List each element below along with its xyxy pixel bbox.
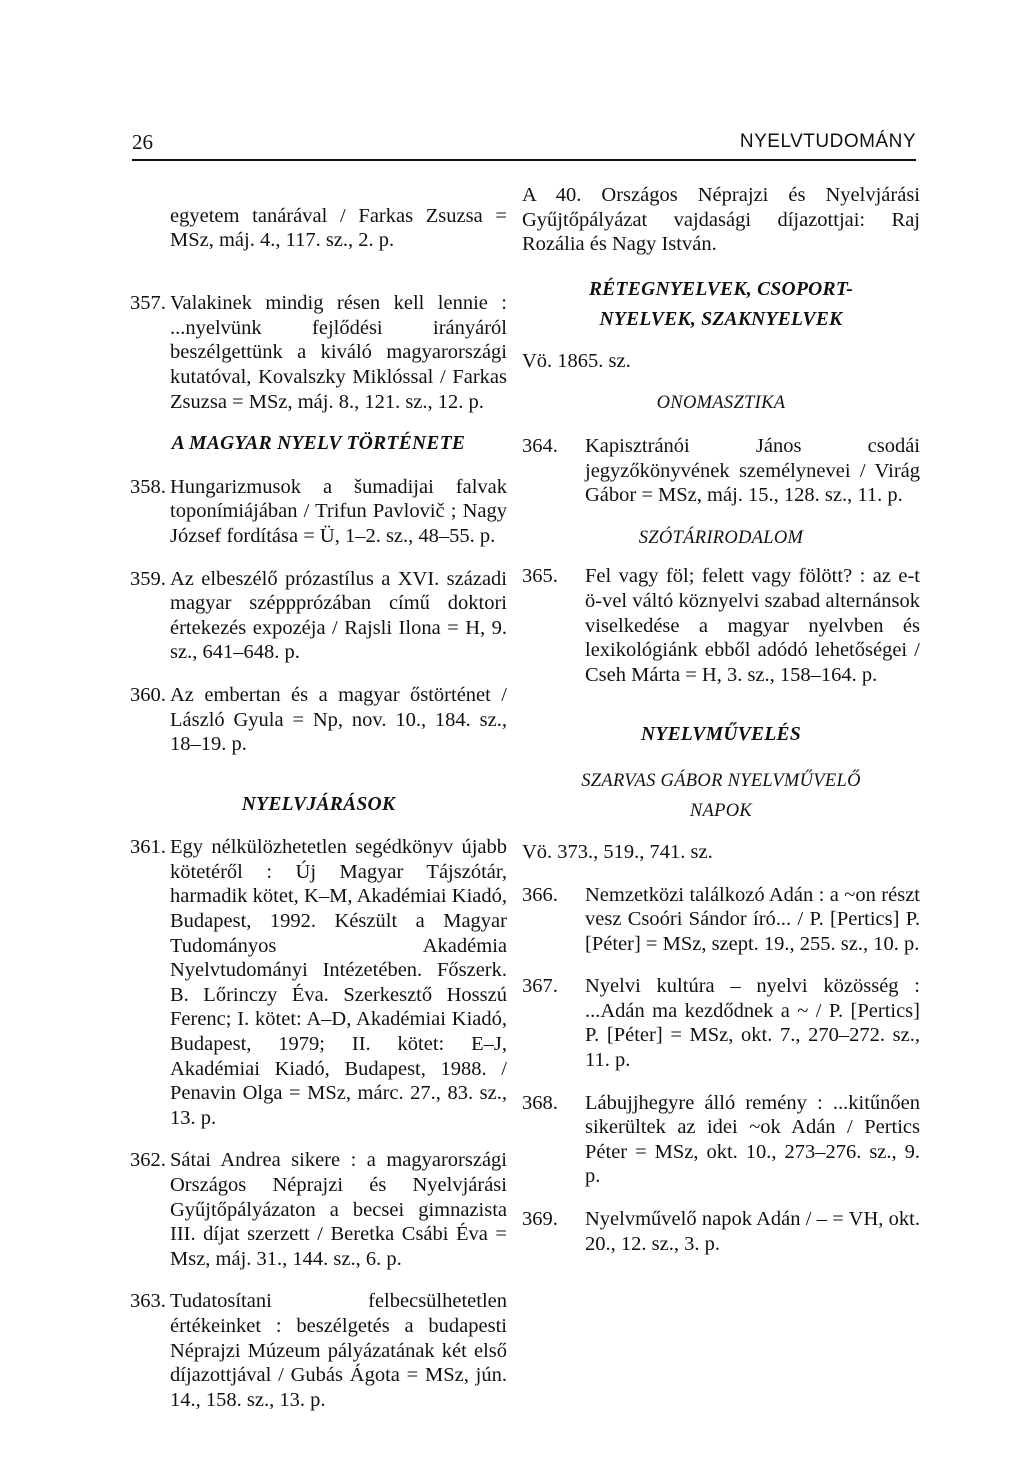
entry-text: Fel vagy föl; felett vagy fölött? : az e-t ö-vel váltó köznyelvi szabad alternánsok viselkedése a magyar nyelvben és lexikológiánk ebből adódó lehetőségei / Cseh Márta = H, 3. sz., 158–164. p. <box>585 565 920 686</box>
see-also-373: Vö. 373., 519., 741. sz. <box>522 840 713 863</box>
entry-number: 366. <box>522 883 558 906</box>
section-heading-strata-line2: NYELVEK, SZAKNYELVEK <box>599 308 843 330</box>
section-heading-lexicography: SZÓTÁRIRODALOM <box>638 527 804 548</box>
entry-number: 359. <box>130 567 166 590</box>
entry-359 <box>130 567 507 665</box>
header-rule <box>132 159 916 161</box>
entry-362 <box>130 1148 507 1271</box>
entry-number: 361. <box>130 836 166 859</box>
section-heading-strata-line1: RÉTEGNYELVEK, CSOPORT- <box>588 278 854 300</box>
entry-364 <box>522 434 920 508</box>
entry-text: Sátai Andrea sikere : a magyarországi Országos Néprajzi és Nyelvjárási Gyűjtőpályázaton a becsei gimnazista III. díjat szerzett / Beretka Csábi Éva = Msz, máj. 31., 144. sz., 6. p. <box>170 1149 507 1270</box>
entry-number: 360. <box>130 683 166 706</box>
entry-368 <box>522 1091 920 1189</box>
section-heading-szarvas-line1: SZARVAS GÁBOR NYELVMŰVELŐ <box>581 770 861 791</box>
entry-text: Hungarizmusok a šumadijai falvak toponímiájában / Trifun Pavlovič ; Nagy József fordítása = Ü, 1–2. sz., 48–55. p. <box>170 475 507 547</box>
entry-363 <box>130 1289 507 1412</box>
entry-365 <box>522 564 920 687</box>
entry-number: 363. <box>130 1290 166 1313</box>
entry-369 <box>522 1207 920 1256</box>
entry-357 <box>130 291 507 414</box>
entry-number: 358. <box>130 475 166 498</box>
section-heading-dialects: NYELVJÁRÁSOK <box>241 793 396 815</box>
entry-text: Az elbeszélő prózastílus a XVI. századi magyar széppprózában című doktori értekezés expozéja / Rajsli Ilona = H, 9. sz., 641–648. p. <box>170 567 507 664</box>
entry-text: Kapisztránói János csodái jegyzőkönyvének személynevei / Virág Gábor = MSz, máj. 15., 128. sz., 11. p. <box>585 434 920 507</box>
entry-360 <box>130 683 507 757</box>
entry-number: 367. <box>522 975 558 998</box>
entry-text: Az embertan és a magyar őstörténet / László Gyula = Np, nov. 10., 184. sz., 18–19. p. <box>170 683 507 756</box>
section-heading-szarvas-line2: NAPOK <box>689 800 753 821</box>
entry-text: Egy nélkülözhetetlen segédkönyv újabb kötetéről : Új Magyar Tájszótár, harmadik kötet, K–M, Akadémiai Kiadó, Budapest, 1992. Készült a Magyar Tudományos Akadémia Nyelvtudományi Intézetében. Főszerk. B. Lőrinczy Éva. Szerkesztő Hosszú Ferenc; I. kötet: A–D, Akadémiai Kiadó, Budapest, 1979; II. kötet: E–J, Akadémiai Kiadó, Budapest, 1988. / Penavin Olga = MSz, márc. 27., 83. sz., 13. p. <box>170 836 507 1129</box>
page-header <box>132 130 916 162</box>
entry-text: Nyelvi kultúra – nyelvi közösség : ...Adán ma kezdődnek a ~ / P. [Pertics] P. [Péter] = MSz, okt. 7., 270–272. sz., 11. p. <box>585 975 920 1072</box>
entry-text: Tudatosítani felbecsülhetetlen értékeinket : beszélgetés a budapesti Néprajzi Múzeum pályázatának két első díjazottjával / Gubás Ágota = MSz, jún. 14., 158. sz., 13. p. <box>170 1290 507 1411</box>
entry-358 <box>130 475 507 549</box>
entry-text: Lábujjhegyre álló remény : ...kitűnően sikerültek az idei ~ok Adán / Pertics Péter = MSz, okt. 10., 273–276. sz., 9. p. <box>585 1091 920 1188</box>
entry-number: 365. <box>522 565 558 588</box>
entry-text: Valakinek mindig résen kell lennie : ...nyelvünk fejlődési irányáról beszélgettünk a kiváló magyarországi kutatóval, Kovalszky Miklóssal / Farkas Zsuzsa = MSz, máj. 8., 121. sz., 12. p. <box>170 292 507 413</box>
continued-entry-a40: A 40. Országos Néprajzi és Nyelvjárási Gyűjtőpályázat vajdasági díjazottjai: Raj Rozália és Nagy István. <box>522 184 920 256</box>
entry-text: Nyelvművelő napok Adán / – = VH, okt. 20., 12. sz., 3. p. <box>585 1208 920 1255</box>
entry-text: Nemzetközi találkozó Adán : a ~on részt vesz Csoóri Sándor író... / P. [Pertics] P. [Péter] = MSz, szept. 19., 255. sz., 10. p. <box>585 883 920 955</box>
entry-number: 357. <box>130 292 166 315</box>
entry-number: 368. <box>522 1091 558 1114</box>
left-column <box>130 183 507 1412</box>
page-number: 26 <box>132 130 153 154</box>
continued-entry-text: egyetem tanárával / Farkas Zsuzsa = MSz, máj. 4., 117. sz., 2. p. <box>170 204 507 252</box>
entry-number: 369. <box>522 1208 558 1231</box>
entry-366 <box>522 883 920 957</box>
see-also-1865: Vö. 1865. sz. <box>522 349 631 372</box>
entry-361 <box>130 835 507 1130</box>
entry-number: 362. <box>130 1149 166 1172</box>
right-column <box>522 183 920 1256</box>
section-heading-cultivation: NYELVMŰVELÉS <box>641 724 801 746</box>
section-heading-onomastics: ONOMASZTIKA <box>656 393 786 414</box>
entry-367 <box>522 974 920 1072</box>
section-heading-history: A MAGYAR NYELV TÖRTÉNETE <box>171 433 466 455</box>
running-title: NYELVTUDOMÁNY <box>739 131 916 152</box>
entry-number: 364. <box>522 434 558 457</box>
